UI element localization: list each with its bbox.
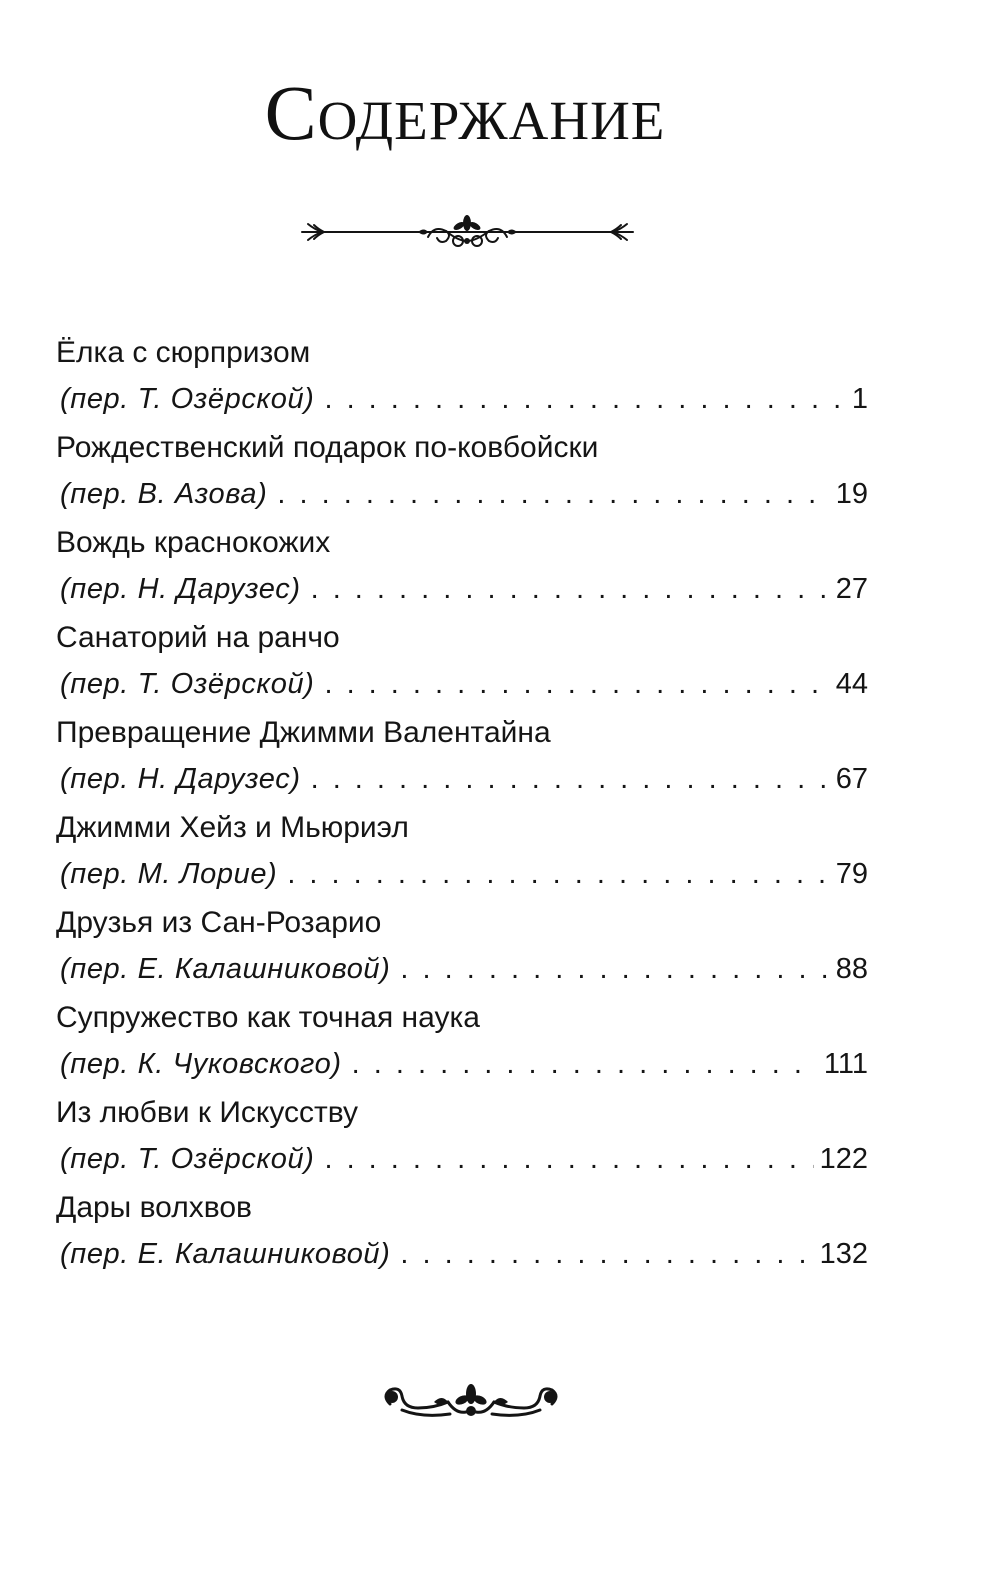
toc-entry-translator: (пер. К. Чуковского) [60,1048,342,1080]
toc-entry-title: Превращение Джимми Валентайна [56,716,551,749]
table-of-contents [50,330,870,1280]
toc-entry-translator: (пер. Н. Дарузес) [60,763,301,795]
toc-entry [50,995,870,1090]
toc-entry-line [60,471,868,517]
toc-entry [50,520,870,615]
toc-dot-leader [324,661,829,707]
toc-entry-page: 27 [835,573,868,605]
toc-entry-line [60,946,868,992]
toc-entry-page: 19 [835,478,868,510]
toc-entry-line [60,376,868,422]
toc-dot-leader [311,566,830,612]
toc-entry-translator: (пер. Т. Озёрской) [60,668,315,700]
toc-dot-leader [324,1136,813,1182]
toc-entry [50,900,870,995]
toc-entry-title: Дары волхвов [56,1191,252,1224]
toc-entry-line [60,566,868,612]
toc-entry-title: Супружество как точная наука [56,1001,480,1034]
toc-dot-leader [277,471,829,517]
toc-dot-leader [400,946,829,992]
toc-entry-title: Вождь краснокожих [56,526,331,559]
toc-entry-page: 122 [819,1143,868,1175]
toc-entry-page: 67 [835,763,868,795]
toc-entry-translator: (пер. Т. Озёрской) [60,1143,315,1175]
scroll-ornament-icon [378,1378,564,1428]
toc-entry-page: 44 [835,668,868,700]
toc-entry-translator: (пер. В. Азова) [60,478,268,510]
toc-dot-leader [400,1231,813,1277]
toc-entry-line [60,1041,868,1087]
toc-entry-title: Друзья из Сан-Розарио [56,906,382,939]
toc-entry-title: Рождественский подарок по-ковбойски [56,431,599,464]
toc-entry-translator: (пер. Н. Дарузес) [60,573,301,605]
toc-entry [50,1090,870,1185]
toc-dot-leader [311,756,830,802]
toc-entry-page: 111 [823,1048,868,1080]
toc-entry-translator: (пер. М. Лорие) [60,858,278,890]
toc-entry-line [60,1136,868,1182]
toc-entry-translator: (пер. Т. Озёрской) [60,383,315,415]
toc-entry [50,1185,870,1280]
toc-entry-translator: (пер. Е. Калашниковой) [60,1238,391,1270]
toc-entry-line [60,851,868,897]
toc-dot-leader [287,851,829,897]
toc-entry [50,615,870,710]
toc-entry [50,425,870,520]
toc-entry-title: Из любви к Искусству [56,1096,359,1129]
toc-entry-title: Санаторий на ранчо [56,621,340,654]
toc-entry-line [60,756,868,802]
toc-dot-leader [352,1041,818,1087]
toc-entry-page: 88 [835,953,868,985]
toc-entry-title: Ёлка с сюрпризом [56,336,311,369]
toc-entry-line [60,661,868,707]
toc-entry-page: 1 [851,383,868,415]
toc-entry [50,710,870,805]
toc-dot-leader [324,376,845,422]
toc-entry-translator: (пер. Е. Калашниковой) [60,953,391,985]
toc-entry-line [60,1231,868,1277]
toc-entry-page: 132 [819,1238,868,1270]
toc-entry-page: 79 [835,858,868,890]
page-title: Содержание [264,69,666,156]
toc-entry [50,805,870,900]
toc-entry-title: Джимми Хейз и Мьюриэл [56,811,409,844]
flourish-divider-icon [300,207,635,253]
toc-entry [50,330,870,425]
